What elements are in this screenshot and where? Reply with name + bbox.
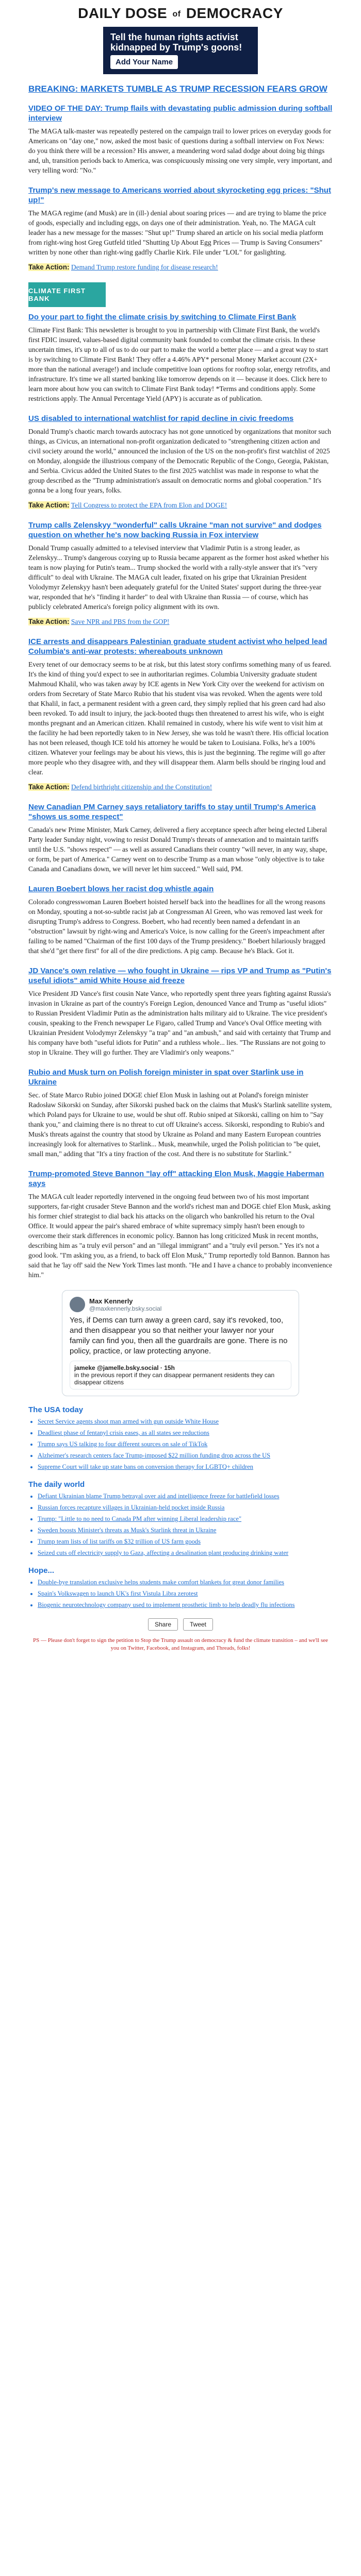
news-link[interactable]: • Seized cuts off electricity supply to Gaza, affecting a desalination plant producing drinking water [38, 1549, 333, 1557]
article-body: Climate First Bank: This newsletter is brought to you in partnership with Climate First Bank, the world's first FDIC insured, values-based digital community bank founded to combat the climate crisis. In these uncertain times, it's up to all of us to do our part to make the world a better place — and a great way to start is by switching to Climate First Bank! They offer a 4.46% APY* personal Money Market account (2X+ more than the national average!) and include competitive loan options for rooftop solar, energy retrofits, and infrastructure. It's time we all started banking like tomorrow depends on it — because it does. Click here to learn more about how you can switch to Climate First Bank today! *Terms and conditions apply. Some restrictions apply. The Annual Percentage Yield (APY) is accurate as of publication. [28, 326, 331, 402]
avatar [70, 1297, 85, 1312]
article-title[interactable]: New Canadian PM Carney says retaliatory tariffs to stay until Trump's America "shows us some respect" [28, 803, 316, 821]
news-link[interactable]: • Spain's Volkswagen to launch UK's first Vistula Libra zerotest [38, 1589, 333, 1598]
promo-message: Tell the human rights activist kidnapped by Trump's goons! [110, 32, 242, 53]
hope-section [28, 1566, 333, 1609]
section-heading: The daily world [28, 1480, 85, 1489]
take-action: Take Action: Demand Trump restore funding for disease research! [28, 263, 218, 271]
postscript: PS — Please don't forget to sign the petition to Stop the Trump assault on democracy & fund the climate transition – and we'll see you on Twitter, Facebook, and Instagram, and Threads, folks! [32, 1637, 329, 1651]
section-heading: Hope... [28, 1566, 55, 1575]
post-text: Yes, if Dems can turn away a green card, say it's revoked, too, and then disappear you so that neither your lawyer nor your family can find you, then all the guardrails are gone. There is no policy, practice, or law protecting anyone. [70, 1316, 288, 1355]
article-body: Colorado congresswoman Lauren Boebert hoisted herself back into the headlines for all the wrong reasons on Monday, spouting a not-so-subtle racist jab at Congressman Al Green, who was removed last week for disrupting Trump's address to Congress. Boebert, who had recently been named a defendant in an "obstruction" lawsuit by right-wing and America's Voice, is now calling for the Green's impeachment after failing to be named "Chairman of the first 100 days of the Trump presidency." Boebert hilariously bragged that she'd "get there first" for all of the dire predictions. A pig camp. Because he's Black. Got it. [28, 898, 325, 955]
article [28, 1067, 333, 1159]
article-title[interactable]: Trump-promoted Steve Bannon "lay off" attacking Elon Musk, Maggie Haberman says [28, 1170, 324, 1188]
section-heading: The USA today [28, 1405, 84, 1414]
article [28, 185, 333, 272]
take-action-link[interactable]: Defend birthright citizenship and the Constitution! [71, 783, 212, 791]
embedded-post[interactable] [62, 1290, 299, 1396]
news-link[interactable]: • Double-bye translation exclusive helps students make comfort blankets for great donor families [38, 1578, 333, 1586]
take-action-link[interactable]: Tell Congress to protect the EPA from Elon and DOGE! [71, 501, 227, 509]
news-link[interactable]: • Trump says US talking to four different sources on sale of TikTok [38, 1440, 333, 1448]
article-title[interactable]: JD Vance's own relative — who fought in Ukraine — rips VP and Trump as "Putin's useful idiots" amid White House aid freeze [28, 967, 332, 985]
article [28, 414, 333, 510]
quoted-post-author: jameke @jamelle.bsky.social · 15h [74, 1364, 175, 1371]
article-body: Canada's new Prime Minister, Mark Carney, delivered a fiery acceptance speech after being elected Liberal Party leader Sunday night, vowing to resist Donald Trump's threats of annexation and to maintain tariffs until the U.S. "shows respect" — as well as assured Canadians their country "will never, in any way, shape, or form, be part of America." Carney went on to describe Trump as a man whose "only objective is to take Canada and Canadians down, we will never let him succeed." Well said, PM. [28, 826, 327, 873]
news-link[interactable]: • Alzheimer's research centers face Trump-imposed $22 million funding drop across the US [38, 1451, 333, 1460]
article [28, 637, 333, 792]
article-title[interactable]: VIDEO OF THE DAY: Trump flails with devastating public admission during softball interview [28, 104, 333, 123]
article [28, 104, 333, 175]
tweet-button[interactable]: Tweet [183, 1618, 213, 1631]
post-author-handle: @maxkennerly.bsky.social [89, 1304, 162, 1312]
newsletter-title: DAILY DOSE of DEMOCRACY [78, 5, 283, 21]
news-link[interactable]: • Russian forces recapture villages in Ukrainian-held pocket inside Russia [38, 1503, 333, 1512]
take-action-link[interactable]: Demand Trump restore funding for disease research! [71, 263, 218, 271]
news-link[interactable]: • Defiant Ukrainian blame Trump betrayal over aid and intelligence freeze for battlefield losses [38, 1492, 333, 1500]
news-link[interactable]: • Secret Service agents shoot man armed with gun outside White House [38, 1417, 333, 1426]
article-body: Every tenet of our democracy seems to be at risk, but this latest story confirms something many of us feared. It's the kind of thing you'd expect to see in authoritarian regimes. Columbia University graduate student Mahmoud Khalil, who was taken away by ICE agents in New York City over the weekend for activism on orders from Secretary of State Marco Rubio that his student visa was revoked. When the agents were told that Khalil, in fact, a permanent resident with a green card, they simply replied that his green card had also been revoked. To add insult to injury, the jack-booted thugs then threatened to arrest his wife, who is eight months pregnant and an American citizen. Khalil remained in custody, where his wife went to visit him at the facility he had been reportedly taken to in New Jersey, she was told he wasn't there. His official location has not been released, though ICE told his attorney he would be taken to Louisiana. Folks, he's a 100% citizen. Whatever your feelings may be about his views, this is just the beginning. The regime will go after more people who they disagree with, and they will disappear them. Alarm bells should be ringing loud and clear. [28, 660, 332, 776]
promo-banner[interactable] [103, 27, 258, 74]
post-author [70, 1297, 291, 1312]
article-title[interactable]: Do your part to fight the climate crisis by switching to Climate First Bank [28, 313, 297, 321]
article-body: The MAGA talk-master was repeatedly pestered on the campaign trail to lower prices on everyday goods for Americans on "day one," now, asked the most basic of questions during a softball interview on Fox News: do you think there will be a recession? His answer, a meandering word salad dodge about doing big things and, uh, transition periods back to America, was conspicuously missing one very simple, very important, and very telling word: "No." [28, 127, 332, 174]
share-button[interactable]: Share [148, 1618, 178, 1631]
take-action-link[interactable]: Save NPR and PBS from the GOP! [71, 618, 170, 625]
article-body: Donald Trump casually admitted to a televised interview that Vladimir Putin is a strong leader, as Zelenskyy... Trump's dangerous cozying up to Russia became apparent as the former host asked whether his team is now playing for Putin's team... Trump shocked the world with a rally-style answer that it's "very difficult" to deal with Ukraine. The MAGA cult leader, fixated on his gripe that Ukrainian President Volodymyr Zelenskyy hasn't been adequately grateful for the United States' support during the three-year war, responded that he's "finding it harder" to deal with Ukraine than Russia — of course, which has publicly celebrated America's foreign policy alignment with its own. [28, 544, 329, 611]
post-author-name: Max Kennerly [89, 1297, 133, 1305]
quoted-post [70, 1361, 291, 1389]
article-body: Donald Trump's chaotic march towards autocracy has not gone unnoticed by organizations that monitor such things, as Civicus, an international non-profit organization dedicated to "strengthening citizen action and civil society around the world," announced the inclusion of the US on the non-profit's first watchlist of 2025 on Monday, alongside the illustrious company of the Democratic Republic of the Congo, Georgia, Pakistan, and Serbia. Civicus added the United States to the first 2025 watchlist was made in response to what the group described as the "Trump administration's assault on democratic norms and global cooperation." It's gonna be a long four years, folks. [28, 428, 332, 494]
article [28, 802, 333, 874]
news-link[interactable]: • Supreme Court will take up state bans on conversion therapy for LGBTQ+ children [38, 1463, 333, 1471]
article-title[interactable]: Rubio and Musk turn on Polish foreign minister in spat over Starlink use in Ukraine [28, 1068, 304, 1087]
article [28, 884, 333, 956]
breaking-headline[interactable]: BREAKING: MARKETS TUMBLE AS TRUMP RECESSION FEARS GROW [28, 84, 327, 94]
take-action: Take Action: Save NPR and PBS from the GOP! [28, 618, 170, 625]
take-action: Take Action: Tell Congress to protect the EPA from Elon and DOGE! [28, 501, 227, 509]
news-link[interactable]: • Trump: "Little to no need to Canada PM after winning Liberal leadership race" [38, 1515, 333, 1523]
article [28, 966, 333, 1057]
article-body: Vice President JD Vance's first cousin Nate Vance, who reportedly spent three years fighting against Russia's invasion in Ukraine as part of the country's Foreign Legion, denounced Vance and Trump as "useful idiots" to Russian President Vladimir Putin as the administration halts military aid to Ukraine. The vice president's cousin, speaking to the French newspaper Le Figaro, called Trump and Vance's Oval Office meeting with Ukrainian President Volodymyr Zelenskyy "a trap" and "an ambush," and said with certainty that Trump and his company have both "useful idiots for Putin" and a ruthless whole... lies. "The Russians are not going to stop in Ukraine. They will go further. They are Vladimir's only weapons." [28, 990, 331, 1056]
add-name-button[interactable]: Add Your Name [110, 55, 178, 69]
usa-today-section [28, 1405, 333, 1471]
masthead [28, 5, 333, 22]
climate-first-bank-logo: CLIMATE FIRST BANK [28, 282, 106, 307]
article [28, 1169, 333, 1280]
article-title[interactable]: US disabled to international watchlist for rapid decline in civic freedoms [28, 414, 294, 423]
daily-world-section [28, 1480, 333, 1557]
article-body: The MAGA cult leader reportedly intervened in the ongoing feud between two of his most important supporters, far-right crusader Steve Bannon and the world's richest man and DOGE chief Elon Musk, asking his former chief strategist to dial back his attacks on the oligarch who bankrolled his return to the Oval Office. It would appear the pair's shared embrace of white supremacy simply hasn't been enough to overcome their stark differences in economic policy. Bannon has long criticized Musk in recent months, describing him as "a truly evil person" and an "illegal immigrant" and a "truly evil person." Yes it's not a good look. "I'm asking you, as a friend, to back off Elon Musk," Trump reportedly told Bannon. Bannon has said that he 'lay off' said the New York Times last month. "He and I have a chance to probably inconvenience him." [28, 1193, 332, 1279]
news-link[interactable]: • Trump team lists of list tariffs on $32 trillion of US farm goods [38, 1537, 333, 1546]
article-title[interactable]: ICE arrests and disappears Palestinian graduate student activist who helped lead Columbia's anti-war protests: whereabouts unknown [28, 637, 327, 656]
take-action: Take Action: Defend birthright citizenship and the Constitution! [28, 783, 212, 791]
news-link[interactable]: • Deadliest phase of fentanyl crisis eases, as all states see reductions [38, 1429, 333, 1437]
article-title[interactable]: Lauren Boebert blows her racist dog whistle again [28, 885, 214, 893]
article-body: Sec. of State Marco Rubio joined DOGE chief Elon Musk in lashing out at Poland's foreign minister Radosław Sikorski on Sunday, after Sikorski pushed back on the claims that Musk's Starlink satellite system, which Poland pays for Ukraine to use, would be shut off. Rubio sniped at Sikorski, calling on him to "Say thank you," and claiming there is no threat to cut off Ukraine's access. Sikorski, responding to Rubio's and Musk's threats against the country that stood by Ukraine as Poland and many Eastern European countries increasingly look for alternatives to Starlink... Musk, meanwhile, urged the Polish politician to "be quiet, small man," adding that "It's a tiny fraction of the cost. And there is no substitute for Starlink." [28, 1091, 332, 1158]
article [28, 520, 333, 626]
news-link[interactable]: • Sweden boosts Minister's threats as Musk's Starlink threat in Ukraine [38, 1526, 333, 1534]
sponsor-article [28, 282, 333, 403]
newsletter [28, 0, 333, 1652]
article-title[interactable]: Trump calls Zelenskyy "wonderful" calls Ukraine "man not survive" and dodges question on whether he's now backing Russia in Fox interview [28, 521, 322, 539]
article-body: The MAGA regime (and Musk) are in (ill-) denial about soaring prices — and are trying to blame the price of goods, especially and including eggs, on days one of their administration. Yeah, no. The MAGA cult leader has a new message for the masses: "Shut up!" Trump shared an article on his social media platform from right-wing host Greg Gutfeld titled "Shutting Up About Egg Prices — Trump is Saving Consumers" written by none other than right-wing gadfly Charlie Kirk. File under "LOL" for gaslighting. [28, 209, 326, 256]
share-buttons [28, 1618, 333, 1631]
news-link[interactable]: • Biogenic neurotechnology company used to implement prosthetic limb to help deadly flu infections [38, 1601, 333, 1609]
article-title[interactable]: Trump's new message to Americans worried about skyrocketing egg prices: "Shut up!" [28, 186, 331, 205]
quoted-post-text: in the previous report if they can disappear permanent residents they can disappear citizens [74, 1371, 275, 1386]
